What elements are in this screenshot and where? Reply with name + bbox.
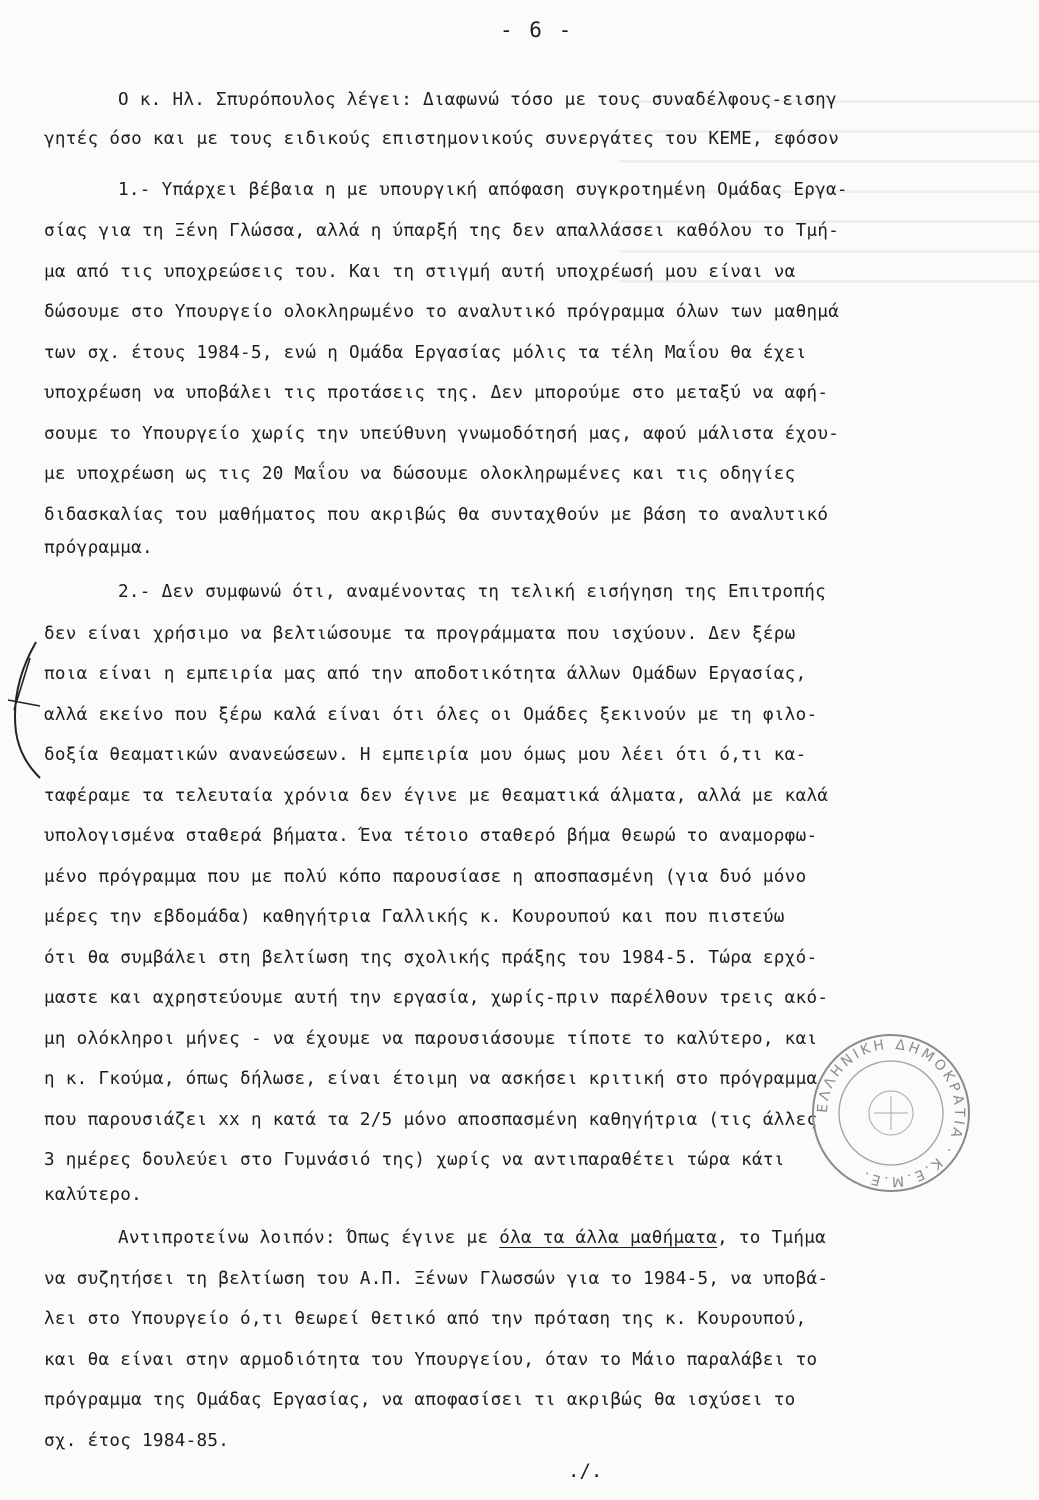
text-segment: , το Τμήμα bbox=[717, 1228, 827, 1248]
text-line: διδασκαλίας του μαθήματος που ακριβώς θα συνταχθούν με βάση το αναλυτικό bbox=[44, 505, 829, 525]
text-line bbox=[118, 1228, 826, 1248]
text-line: μαστε και αχρηστεύουμε αυτή την εργασία, χωρίς-πριν παρέλθουν τρεις ακό- bbox=[44, 988, 829, 1008]
underlined-text: όλα τα άλλα μαθήματα bbox=[499, 1228, 718, 1248]
text-line: μα από τις υποχρεώσεις του. Και τη στιγμή αυτή υποχρέωσή μου είναι να bbox=[44, 262, 796, 282]
text-line: Ο κ. Ηλ. Σπυρόπουλος λέγει: Διαφωνώ τόσο με τους συναδέλφους-εισηγ bbox=[118, 90, 837, 110]
text-line: υπολογισμένα σταθερά βήματα. Ένα τέτοιο σταθερό βήμα θεωρώ το αναμορφω- bbox=[44, 826, 818, 846]
text-line: σουμε το Υπουργείο χωρίς την υπεύθυνη γνωμοδότησή μας, αφού μάλιστα έχου- bbox=[44, 424, 840, 444]
text-line: η κ. Γκούμα, όπως δήλωσε, είναι έτοιμη να ασκήσει κριτική στο πρόγραμμα bbox=[44, 1069, 818, 1089]
handwritten-margin-mark bbox=[6, 640, 46, 780]
text-line: ποια είναι η εμπειρία μας από την αποδοτικότητα άλλων Ομάδων Εργασίας, bbox=[44, 664, 807, 684]
text-line: μη ολόκληροι μήνες - να έχουμε να παρουσιάσουμε τίποτε το καλύτερο, και bbox=[44, 1029, 818, 1049]
text-line: σίας για τη Ξένη Γλώσσα, αλλά η ύπαρξή της δεν απαλλάσσει καθόλου το Τμή- bbox=[44, 221, 840, 241]
text-line: υποχρέωση να υποβάλει τις προτάσεις της. Δεν μπορούμε στο μεταξύ να αφή- bbox=[44, 383, 829, 403]
end-mark: ./. bbox=[568, 1460, 603, 1482]
text-line: ταφέραμε τα τελευταία χρόνια δεν έγινε με θεαματικά άλματα, αλλά με καλά bbox=[44, 786, 829, 806]
text-line: μέρες την εβδομάδα) καθηγήτρια Γαλλικής κ. Κουρουπού και που πιστεύω bbox=[44, 907, 785, 927]
text-line: να συζητήσει τη βελτίωση του Α.Π. Ξένων Γλωσσών για το 1984-5, να υποβά- bbox=[44, 1269, 829, 1289]
text-line: αλλά εκείνο που ξέρω καλά είναι ότι όλες οι Ομάδες ξεκινούν με τη φιλο- bbox=[44, 705, 818, 725]
text-line: μένο πρόγραμμα που με πολύ κόπο παρουσίασε η αποσπασμένη (για δυό μόνο bbox=[44, 867, 807, 887]
text-line: δεν είναι χρήσιμο να βελτιώσουμε τα προγράμματα που ισχύουν. Δεν ξέρω bbox=[44, 624, 796, 644]
text-line: πρόγραμμα της Ομάδας Εργασίας, να αποφασίσει τι ακριβώς θα ισχύσει το bbox=[44, 1390, 796, 1410]
text-line: γητές όσο και με τους ειδικούς επιστημονικούς συνεργάτες του ΚΕΜΕ, εφόσον bbox=[44, 129, 840, 149]
text-line: ότι θα συμβάλει στη βελτίωση της σχολικής πράξης του 1984-5. Τώρα ερχό- bbox=[44, 948, 818, 968]
text-line: καλύτερο. bbox=[44, 1185, 143, 1205]
text-line: σχ. έτος 1984-85. bbox=[44, 1431, 230, 1451]
official-stamp-seal bbox=[808, 1030, 974, 1196]
stamp-text: ΕΛΛΗΝΙΚΗ ΔΗΜΟΚΡΑΤΙΑ · Κ.Ε.Μ.Ε. bbox=[814, 1036, 968, 1190]
text-line: 2.- Δεν συμφωνώ ότι, αναμένοντας τη τελική εισήγηση της Επιτροπής bbox=[118, 582, 827, 602]
text-line: πρόγραμμα. bbox=[44, 538, 153, 558]
text-line: δοξία θεαματικών ανανεώσεων. Η εμπειρία μου όμως μου λέει ότι ό,τι κα- bbox=[44, 745, 807, 765]
page-number: - 6 - bbox=[500, 18, 574, 42]
text-line: 1.- Υπάρχει βέβαια η με υπουργική απόφαση συγκροτημένη Ομάδας Εργα- bbox=[118, 180, 848, 200]
text-line: και θα είναι στην αρμοδιότητα του Υπουργείου, όταν το Μάιο παραλάβει το bbox=[44, 1350, 818, 1370]
text-segment: Αντιπροτείνω λοιπόν: Όπως έγινε με bbox=[118, 1228, 500, 1248]
text-line: που παρουσιάζει xx η κατά τα 2/5 μόνο αποσπασμένη καθηγήτρια (τις άλλες bbox=[44, 1110, 818, 1130]
text-line: δώσουμε στο Υπουργείο ολοκληρωμένο το αναλυτικό πρόγραμμα όλων των μαθημά bbox=[44, 302, 840, 322]
text-line: με υποχρέωση ως τις 20 Μαΐου να δώσουμε ολοκληρωμένες και τις οδηγίες bbox=[44, 464, 796, 484]
text-line: των σχ. έτους 1984-5, ενώ η Ομάδα Εργασίας μόλις τα τέλη Μαΐου θα έχει bbox=[44, 343, 807, 363]
text-line: λει στο Υπουργείο ό,τι θεωρεί θετικό από την πρόταση της κ. Κουρουπού, bbox=[44, 1309, 807, 1329]
text-line: 3 ημέρες δουλεύει στο Γυμνάσιό της) χωρίς να αντιπαραθέτει τώρα κάτι bbox=[44, 1150, 785, 1170]
